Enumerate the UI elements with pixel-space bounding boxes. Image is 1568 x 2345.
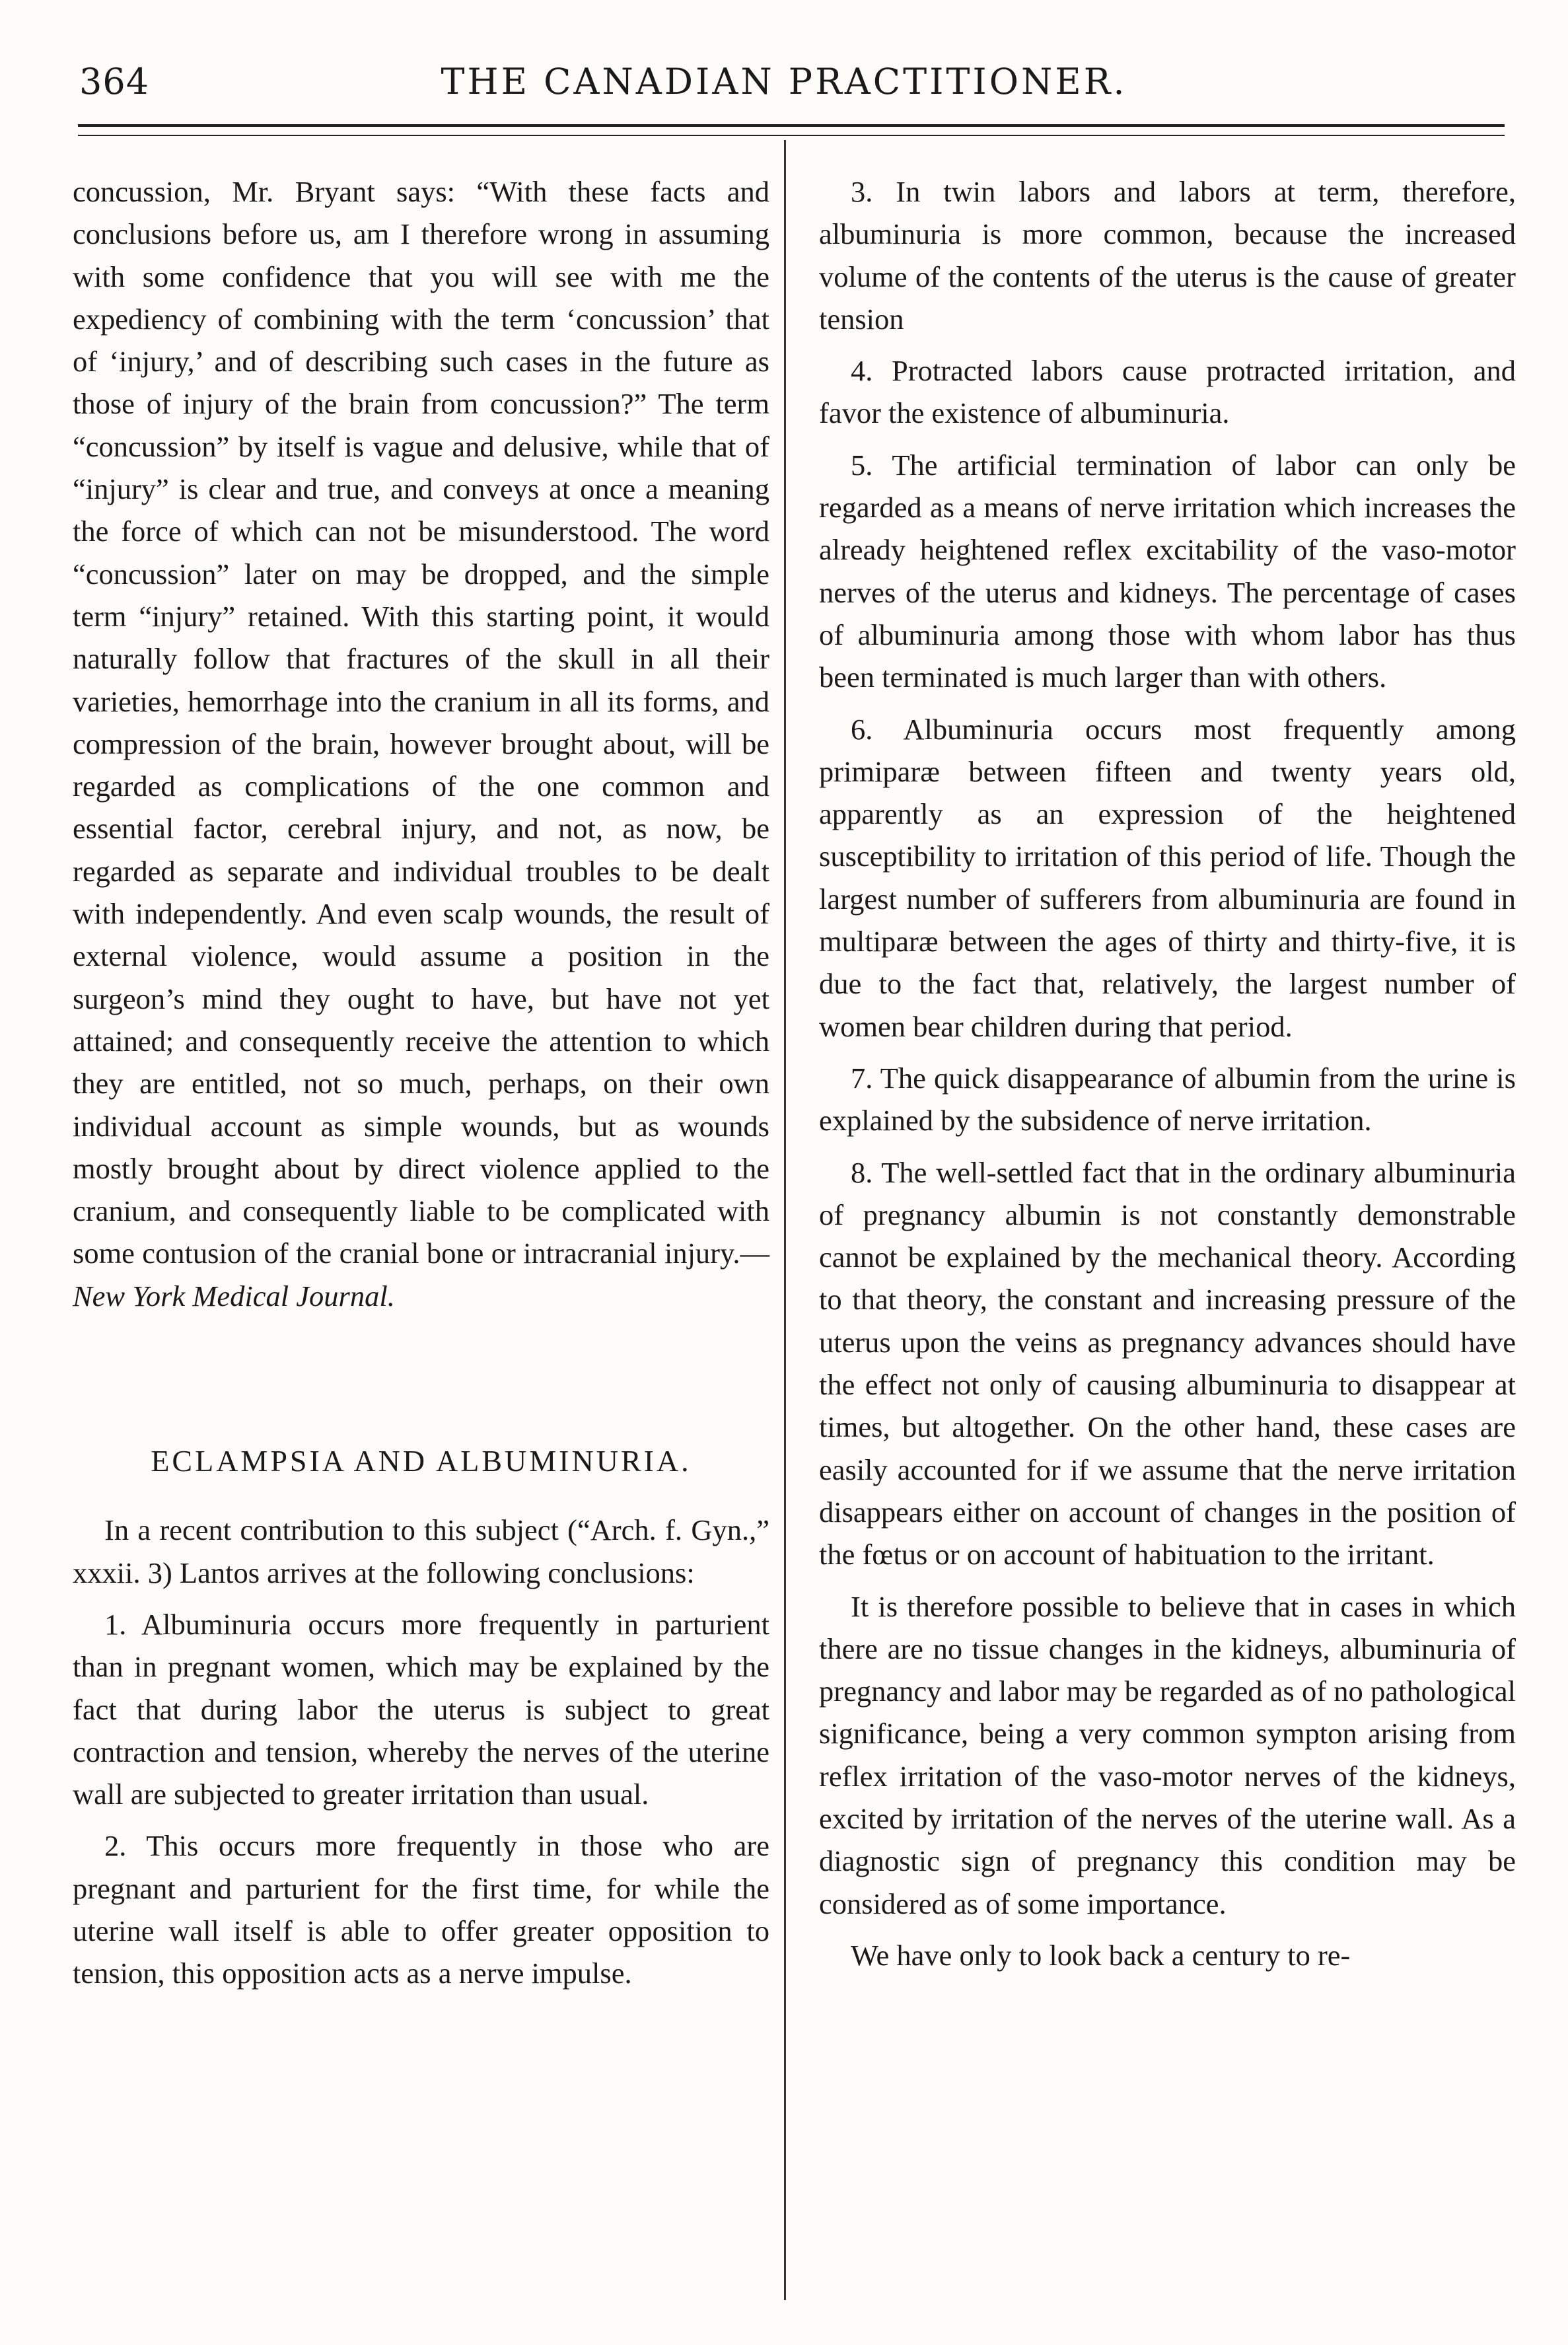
section-heading: ECLAMPSIA AND ALBUMINURIA. [151,1444,692,1478]
continued-paragraph [73,170,769,1317]
conclusion-item-5: 5. The artificial termination of labor can only be regarded as a means of nerve irritation which increases the already heightened reflex excitability of the vaso-motor nerves of the uterus and kidneys. The percentage of cases of albuminuria among those with whom labor has thus been terminated is much larger than with others. [819,448,1516,694]
body-paragraph-continued: We have only to look back a century to re- [851,1938,1351,1972]
intro-paragraph: In a recent contribution to this subject (“Arch. f. Gyn.,” xxxii. 3) Lantos arrives at the following conclusions: [73,1513,769,1589]
conclusion-item-3: 3. In twin labors and labors at term, therefore, albuminuria is more common, because the increased volume of the contents of the uterus is the cause of greater tension [819,175,1516,336]
header-rule-thin [78,135,1505,136]
conclusion-item-8: 8. The well-settled fact that in the ordinary albuminuria of pregnancy albumin is not constantly demonstrable cannot be explained by the mechanical theory. According to that theory, the constant and increasing pressure of the uterus upon the veins as pregnancy advances should have the effect not only of causing albuminuria to disappear at times, but altogether. On the other hand, these cases are easily accounted for if we assume that the nerve irritation disappears either on account of changes in the position of the fœtus or on account of habituation to the irritant. [819,1155,1516,1571]
header-rule-thick [78,124,1505,127]
journal-citation: New York Medical Journal. [73,1279,395,1313]
column-divider [784,140,786,2300]
running-head: THE CANADIAN PRACTITIONER. [441,61,1127,102]
conclusion-item-7: 7. The quick disappearance of albumin from the urine is explained by the subsidence of nerve irritation. [819,1061,1516,1137]
conclusion-item-2: 2. This occurs more frequently in those who are pregnant and parturient for the first time, for while the uterine wall itself is able to offer greater opposition to tension, this opposition acts as a nerve impulse. [73,1829,769,1990]
page-number: 364 [79,61,150,102]
right-column [819,170,1516,1976]
conclusion-item-4: 4. Protracted labors cause protracted irritation, and favor the existence of albuminuria. [819,354,1516,430]
conclusion-item-1: 1. Albuminuria occurs more frequently in parturient than in pregnant women, which may be explained by the fact that during labor the uterus is subject to great contraction and tension, whereby the nerves of the uterine wall are subjected to greater irritation than usual. [73,1607,769,1811]
conclusion-item-6: 6. Albuminuria occurs most frequently among primiparæ between fifteen and twenty years old, apparently as an expression of the heightened susceptibility to irritation of this period of life. Though the largest number of sufferers from albuminuria are found in multiparæ between the ages of thirty and thirty-five, it is due to the fact that, relatively, the largest number of women bear children during that period. [819,712,1516,1043]
left-column [73,170,769,2004]
body-paragraph: It is therefore possible to believe that in cases in which there are no tissue changes in the kidneys, albuminuria of pregnancy and labor may be regarded as of no pathological significance, being a very common sympton arising from reflex irritation of the vaso-motor nerves of the kidneys, excited by irritation of the nerves of the uterine wall. As a diagnostic sign of pregnancy this condition may be considered as of some importance. [819,1589,1516,1920]
continued-paragraph-text: concussion, Mr. Bryant says: “With these facts and conclusions before us, am I therefore wrong in assuming with some confidence that you will see with me the expediency of combining with the term ‘concussion’ that of ‘injury,’ and of describing such cases in the future as those of injury of the brain from concussion?” The term “concussion” by itself is vague and delusive, while that of “injury” is clear and true, and conveys at once a meaning the force of which can not be misunderstood. The word “concussion” later on may be dropped, and the simple term “injury” retained. With this starting point, it would naturally follow that fractures of the skull in all their varieties, hemorrhage into the cranium in all its forms, and compression of the brain, however brought about, will be regarded as complications of the one common and essential factor, cerebral injury, and not, as now, be regarded as separate and individual troubles to be dealt with independently. And even scalp wounds, the result of external violence, would assume a position in the surgeon’s mind they ought to have, but have not yet attained; and consequently receive the attention to which they are entitled, not so much, perhaps, on their own individual account as simple wounds, but as wounds mostly brought about by direct violence applied to the cranium, and consequently liable to be complicated with some contusion of the cranial bone or intracranial injury.— [73,175,769,1270]
